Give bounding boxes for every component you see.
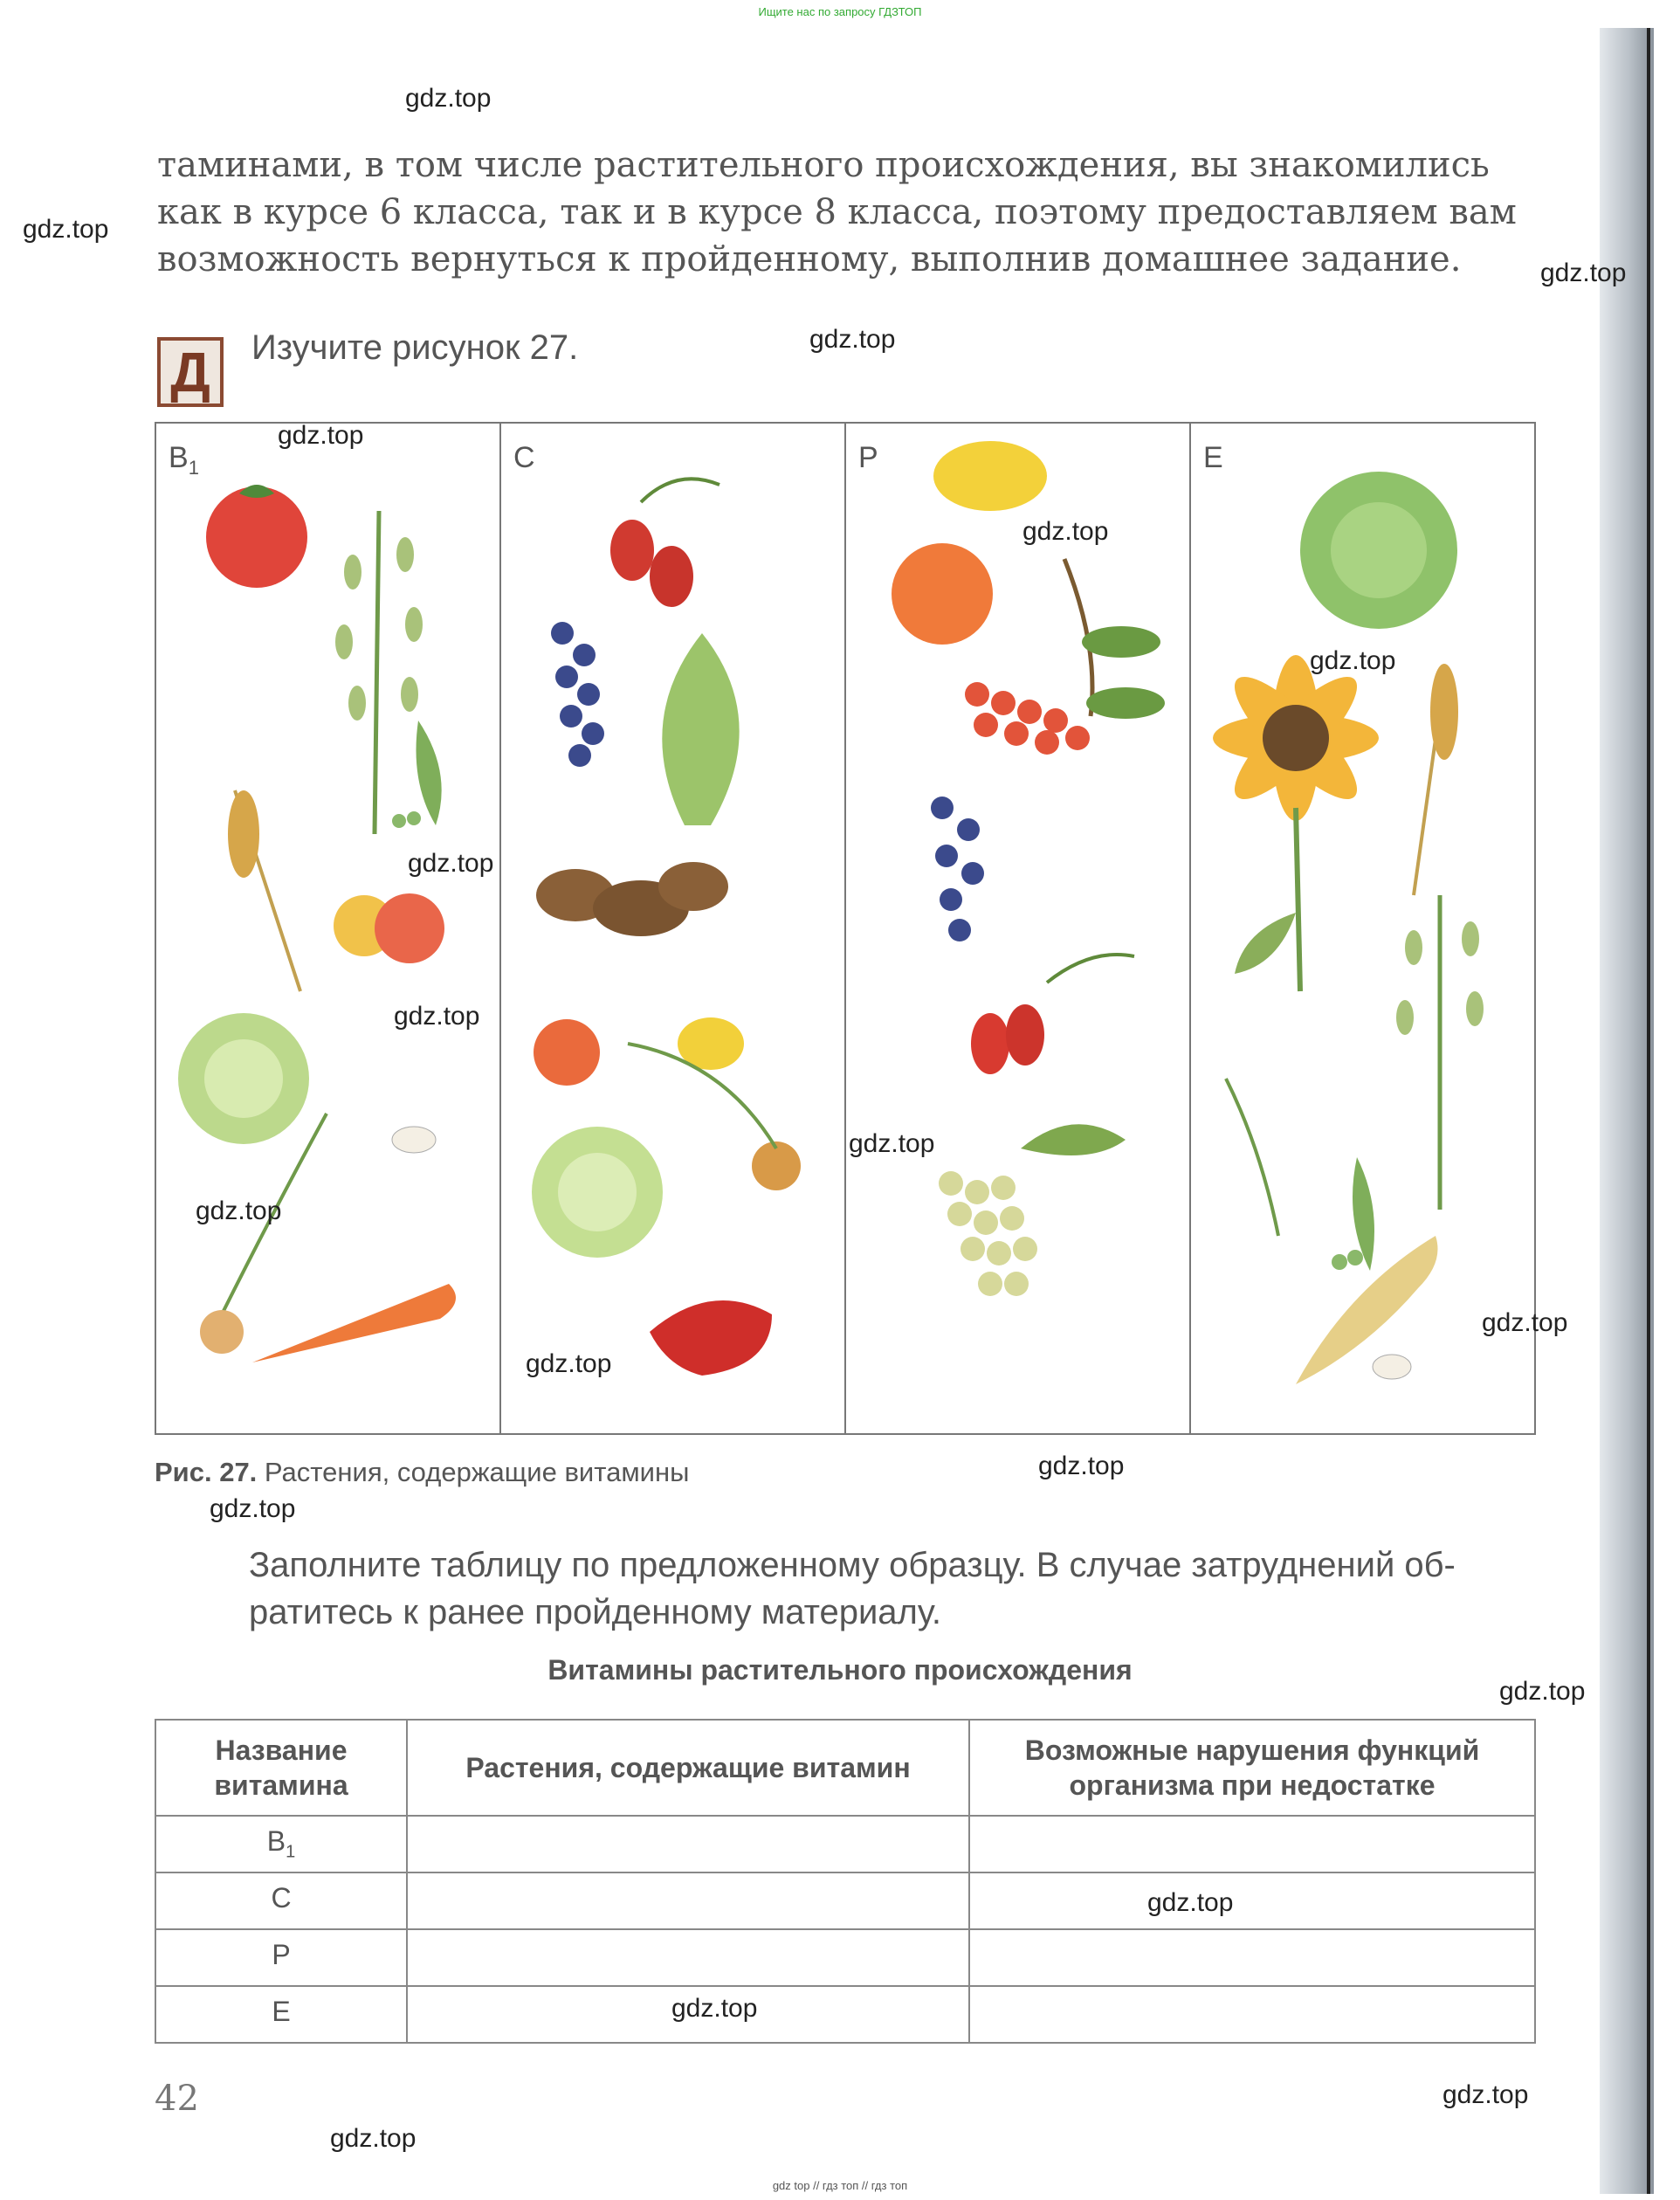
table-row <box>155 1929 1535 1986</box>
caption-number: Рис. 27. <box>155 1457 258 1487</box>
header-deficiency: Возможные нарушения функций организма при недостатке <box>969 1720 1535 1816</box>
blackcurrant-icon <box>551 622 604 767</box>
panel-label-b1: $B_1$ <box>169 441 199 479</box>
intro-line-2: как в курсе 6 класса, так и в курсе 8 класса, поэтому предоставляем вам <box>157 192 1517 232</box>
watermark: gdz.top <box>278 421 364 450</box>
watermark: gdz.top <box>526 1349 612 1378</box>
cell-deficiency-empty[interactable] <box>969 1816 1535 1872</box>
cell-deficiency-empty[interactable] <box>969 1929 1535 1986</box>
watermark: gdz.top <box>1442 2080 1529 2109</box>
orange-icon <box>892 543 993 645</box>
cell-vitamin: C <box>155 1872 407 1929</box>
task-title: Изучите рисунок 27. <box>251 328 579 367</box>
watermark: gdz.top <box>849 1129 935 1158</box>
sorrel-icon <box>662 633 739 825</box>
cell-plants-empty[interactable] <box>407 1872 969 1929</box>
watermark: gdz.top <box>1022 517 1109 546</box>
figure-caption <box>155 1457 689 1488</box>
header-plants: Растения, содержащие витамин <box>407 1720 969 1816</box>
watermark: gdz.top <box>1499 1677 1586 1706</box>
watermark: gdz.top <box>405 84 492 113</box>
grape-leaf-icon <box>1021 1124 1126 1155</box>
intro-line-1: таминами, в том числе растительного происхождения, вы знакомились <box>157 145 1490 185</box>
figure-27 <box>155 422 1536 1435</box>
panel-b1-illustration <box>156 424 500 1433</box>
homework-badge <box>157 337 224 407</box>
cell-deficiency-empty[interactable] <box>969 1872 1535 1929</box>
table-header-row <box>155 1720 1535 1816</box>
footer-note: gdz top // гдз топ // гдз топ <box>772 2179 908 2192</box>
intro-paragraph <box>157 141 1537 283</box>
instruction-line-1: Заполните таблицу по предложенному образцу. В случае затруднений об- <box>249 1546 1456 1584</box>
instruction-line-2: ратитесь к ранее пройденному материалу. <box>249 1593 941 1631</box>
tomato-icon <box>206 486 307 588</box>
blackcurrant-icon <box>931 797 984 941</box>
grape-icon <box>939 1171 1037 1296</box>
watermark: gdz.top <box>809 325 896 354</box>
table-row <box>155 1872 1535 1929</box>
homework-badge-letter: Д <box>170 341 210 403</box>
cell-vitamin: P <box>155 1929 407 1986</box>
figure-panel-p <box>846 424 1191 1433</box>
red-pepper-icon <box>650 1300 772 1376</box>
header-vitamin-name: Название витамина <box>155 1720 407 1816</box>
watermark: gdz.top <box>23 215 109 244</box>
table-row <box>155 1986 1535 2043</box>
figure-panel-b1 <box>156 424 501 1433</box>
watermark: gdz.top <box>330 2124 417 2153</box>
watermark: gdz.top <box>1310 646 1396 675</box>
page-number: 42 <box>155 2079 199 2119</box>
instruction-paragraph <box>249 1541 1541 1636</box>
oat-stem-icon <box>375 511 379 834</box>
cell-vitamin: E <box>155 1986 407 2043</box>
carrot-icon <box>252 1284 456 1362</box>
watermark: gdz.top <box>1482 1308 1568 1337</box>
figure-panel-e <box>1191 424 1534 1433</box>
watermark: gdz.top <box>1038 1452 1125 1480</box>
table-title: Витамины растительного происхождения <box>547 1654 1133 1686</box>
panel-label-p: P <box>858 441 878 474</box>
watermark: gdz.top <box>671 1994 758 2023</box>
watermark: gdz.top <box>408 849 494 878</box>
pea-pod-icon <box>417 721 442 825</box>
rosehip-icon <box>971 1013 1009 1074</box>
bean-icon <box>392 1127 436 1153</box>
page-edge-shadow <box>1600 28 1654 2194</box>
vitamins-table <box>155 1719 1536 2044</box>
panel-c-illustration <box>501 424 845 1433</box>
bean-icon <box>1373 1355 1411 1379</box>
watermark: gdz.top <box>1147 1888 1234 1917</box>
cell-plants-empty[interactable] <box>407 1929 969 1986</box>
cell-vitamin: $B_1$ <box>155 1816 407 1872</box>
intro-line-3: возможность вернуться к пройденному, выполнив домашнее задание. <box>157 239 1462 279</box>
onion-icon <box>752 1141 801 1190</box>
rowan-icon <box>965 682 1090 755</box>
rosehip-icon <box>610 520 654 581</box>
panel-label-e: E <box>1203 441 1223 474</box>
apple-icon <box>534 1019 600 1086</box>
page-edge-line <box>1647 28 1650 2194</box>
panel-p-illustration <box>846 424 1190 1433</box>
watermark: gdz.top <box>394 1002 480 1031</box>
panel-e-illustration <box>1191 424 1535 1433</box>
table-row <box>155 1816 1535 1872</box>
panel-label-c: C <box>513 441 535 474</box>
watermark: gdz.top <box>196 1197 282 1225</box>
pea-plant-icon <box>1226 1079 1278 1236</box>
caption-text: Растения, содержащие витамины <box>257 1457 690 1487</box>
watermark: gdz.top <box>1540 259 1627 287</box>
watermark: gdz.top <box>210 1494 296 1523</box>
cell-plants-empty[interactable] <box>407 1816 969 1872</box>
figure-panel-c <box>501 424 846 1433</box>
header-search-note: Ищите нас по запросу ГДЗТОП <box>758 5 922 18</box>
cell-deficiency-empty[interactable] <box>969 1986 1535 2043</box>
lemon-icon <box>933 441 1047 511</box>
